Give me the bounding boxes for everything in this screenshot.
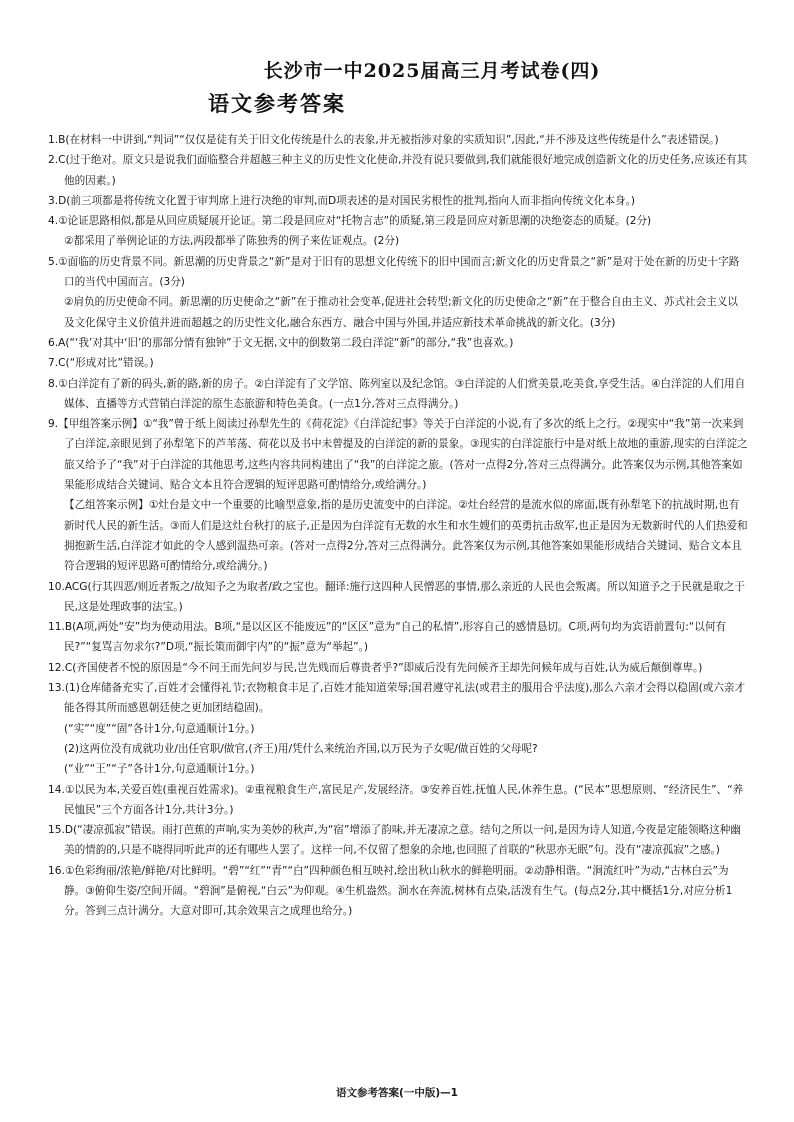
answer-3: 3.D(前三项都是将传统文化置于审判席上进行决绝的审判,而D项表述的是对国民劣根性的批判,指向人而非指向传统文化本身。): [48, 194, 635, 207]
answer-13-scoring-1: (“实”“度”“固”各计1分,句意通顺计1分。): [64, 722, 255, 735]
answer-16: 16.①色彩绚丽/浓艳/鲜艳/对比鲜明。“碧”“红”“青”“白”四种颜色相互映衬,绘出秋山秋水的鲜艳明丽。②动静相谐。“涧流红叶”为动,“古林白云”为静。③俯仰生姿/空间开阔。“碧涧”是俯视,“白云”为仰观。④生机盎然。涧水在奔流,树林有点染,活泼有生气。(每点2分,其中概括1分,对应分析1分。答到三点计满分。大意对即可,其余效果言之成理也给分。): [48, 864, 733, 918]
document-title: 长沙市一中2025届高三月考试卷(四): [263, 60, 601, 82]
answer-list: [48, 130, 748, 922]
answer-2: 2.C(过于绝对。原文只是说我们面临整合并超越三种主义的历史性文化使命,并没有说只要做到,我们就能很好地完成创造新文化的历史任务,应该还有其他的因素。): [48, 154, 748, 187]
answer-11: 11.B(A项,两处“安”均为使动用法。B项,“是以区区不能废远”的“区区”意为“自己的私情”,形容自己的感情恳切。C项,两句均为宾语前置句:“以何有民?”“复骂言勿求尔?”D项,“振长策而御宇内”的“振”意为“举起”。): [48, 621, 727, 654]
answer-13-part-2: (2)这两位没有成就功业/出任官职/做官,(齐王)用/凭什么来统治齐国,以万民为子女呢/做百姓的父母呢?: [64, 742, 538, 755]
answer-5-part-2: ②肩负的历史使命不同。新思潮的历史使命之“新”在于推动社会变革,促进社会转型;新文化的历史使命之“新”在于整合自由主义、苏式社会主义以及文化保守主义价值并进而超越之的历史性文化,融合东西方、融合中国与外国,并适应新技术革命挑战的新文化。(3分): [64, 296, 739, 329]
answer-15: 15.D(“凄凉孤寂”错误。雨打芭蕉的声响,实为美妙的秋声,为“宿”增添了韵味,并无凄凉之意。结句之所以一问,是因为诗人知道,今夜是定能领略这种幽美的情韵的,只是不晓得同听此声的还有哪些人罢了。这样一问,不仅留了想象的余地,也回照了首联的“秋思亦无眠”句。没有“凄凉孤寂”之感。): [48, 824, 741, 857]
answer-9-group-b: 【乙组答案示例】①灶台是文中一个重要的比喻型意象,指的是历史流变中的白洋淀。②灶台经营的是流水似的席面,既有孙犁笔下的抗战时期,也有新时代人民的新生活。③而人们是这灶台秋打的底子,正是因为白洋淀有无数的水生和水生嫂们的英勇抗击敌军,也正是因为无数新时代的人们热爱和拥抱新生活,白洋淀才如此的令人感到温热可亲。(答对一点得2分,答对三点得满分。此答案仅为示例,其他答案如果能形成结合关键词、贴合文本且符合逻辑的短评思路可酌情给分,或给满分。): [64, 499, 748, 573]
answer-8: 8.①白洋淀有了新的码头,新的路,新的房子。②白洋淀有了文学馆、陈列室以及纪念馆。③白洋淀的人们赏美景,吃美食,享受生活。④白洋淀的人们用自媒体、直播等方式营销白洋淀的原生态旅游和特色美食。(一点1分,答对三点得满分。): [48, 377, 746, 410]
answer-5-part-1: 5.①面临的历史背景不同。新思潮的历史背景之“新”是对于旧有的思想文化传统下的旧中国而言;新文化的历史背景之“新”是对于处在新的历史十字路口的当代中国而言。(3分): [48, 255, 740, 289]
page-footer: 语文参考答案(一中版)—1: [336, 1087, 458, 1099]
answer-1: 1.B(在材料一中讲到,“判词”“仅仅是徒有关于旧文化传统是什么的表象,并无被指涉对象的实质知识”,因此,“并不涉及这些传统是什么”表述错误。): [48, 134, 719, 146]
document-subtitle: 语文参考答案: [208, 91, 346, 116]
answer-10: 10.ACG(行其四恶/则近者叛之/故知予之为取者/政之宝也。翻译:施行这四种人民憎恶的事情,那么亲近的人民也会叛离。所以知道予之于民就是取之于民,这是处理政事的法宝。): [48, 580, 745, 613]
answer-14: 14.①以民为本,关爱百姓(重视百姓需求)。②重视粮食生产,富民足产,发展经济。③安养百姓,抚恤人民,休养生息。(“民本”思想原则、“经济民生”、“养民恤民”三个方面各计1分,共计3分。): [48, 783, 744, 816]
answer-4-part-2: ②都采用了举例论证的方法,两段都举了陈独秀的例子来佐证观点。(2分): [64, 235, 400, 248]
answer-6: 6.A(“‘我’对其中‘旧’的那部分情有独钟”于文无据,文中的倒数第二段白洋淀“新”的部分,“我”也喜欢。): [48, 336, 514, 349]
answer-4-part-1: 4.①论证思路相似,都是从回应质疑展开论证。第二段是回应对“托物言志”的质疑,第三段是回应对新思潮的决绝姿态的质疑。(2分): [48, 215, 652, 228]
answer-13-scoring-2: (“业”“王”“子”各计1分,句意通顺计1分。): [64, 763, 255, 776]
answer-7: 7.C(“形成对比”错误。): [48, 357, 154, 370]
answer-12: 12.C(齐国使者不悦的原因是“今不问王而先问岁与民,岂先贱而后尊贵者乎?”即威后没有先问候齐王却先问候年成与百姓,认为威后颠倒尊卑。): [48, 661, 703, 674]
answer-13-part-1: 13.(1)仓库储备充实了,百姓才会懂得礼节;衣物粮食丰足了,百姓才能知道荣辱;国君遵守礼法(或君主的服用合乎法度),那么六亲才会得以稳固(或六亲才能各得其所而感恩朝廷使之更加团结稳固)。: [48, 682, 746, 715]
answer-9-group-a: 9.【甲组答案示例】①“我”曾于纸上阅读过孙犁先生的《荷花淀》《白洋淀纪事》等关于白洋淀的小说,有了多次的纸上之行。②现实中“我”第一次来到了白洋淀,亲眼见到了孙犁笔下的芦苇荡、荷花以及书中未曾提及的白洋淀的新的景象。③现实的白洋淀旅行中是对纸上故地的重游,现实的白洋淀之旅又给予了“我”对于白洋淀的其他思考,这些内容共同构建出了“我”的白洋淀之旅。(答对一点得2分,答对三点得满分。此答案仅为示例,其他答案如果能形成结合关键词、贴合文本且符合逻辑的短评思路可酌情给分,或给满分。): [48, 418, 748, 492]
